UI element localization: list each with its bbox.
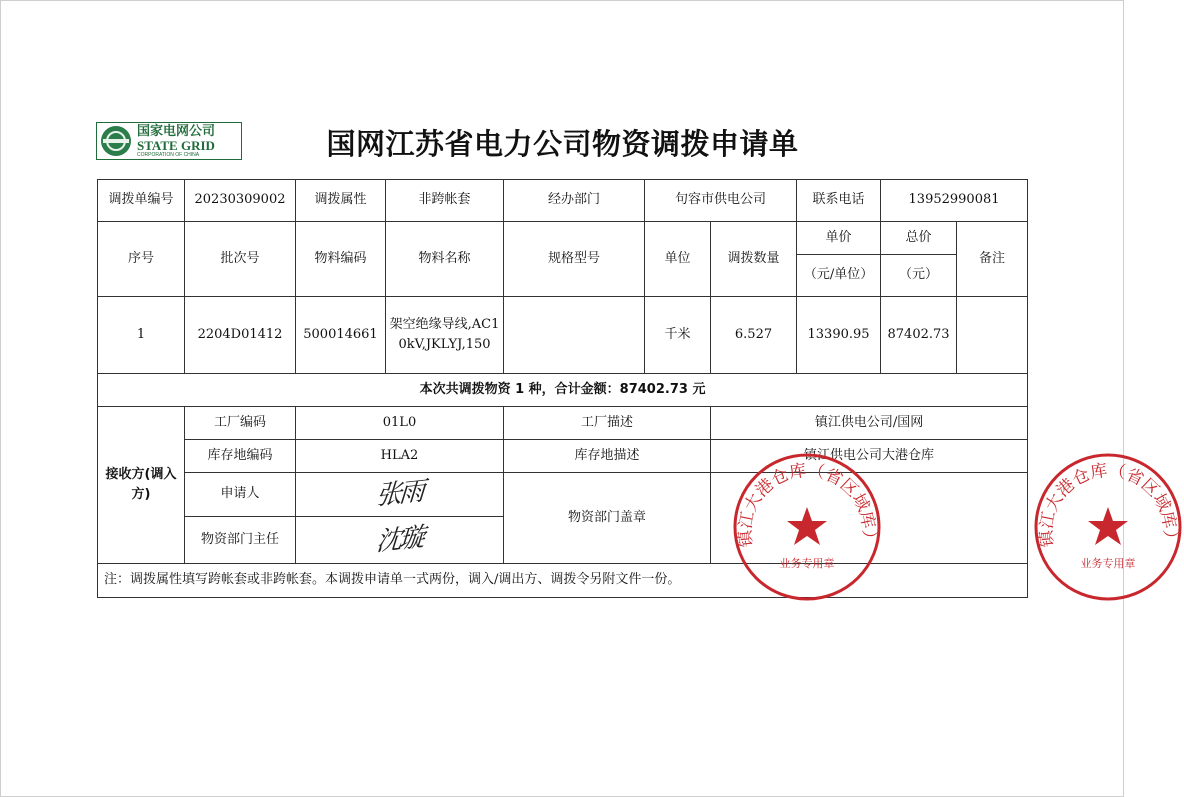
- location-row: [98, 440, 1028, 473]
- applicant-signature: 张雨: [375, 476, 424, 512]
- note-text: 注：调拨属性填写跨帐套或非跨帐套。本调拨申请单一式两份，调入/调出方、调拨令另附文件一份。: [98, 564, 1028, 598]
- transfer-attr-value: 非跨帐套: [386, 180, 504, 222]
- seal-bottom-text: 业务专用章: [779, 557, 835, 570]
- row-batch: 2204D01412: [185, 297, 296, 374]
- dept-label: 经办部门: [504, 180, 645, 222]
- seal-bottom-text-copy: 业务专用章: [1080, 557, 1136, 570]
- director-signature: 沈璇: [375, 522, 424, 558]
- col-total-unit: （元）: [881, 255, 957, 297]
- logo-en-sub-text: CORPORATION OF CHINA: [137, 151, 200, 158]
- loc-code-value: HLA2: [296, 440, 504, 473]
- receiver-label: 接收方(调入方): [98, 407, 185, 564]
- note-row: [98, 564, 1028, 598]
- col-spec: 规格型号: [504, 222, 645, 297]
- seal-graphic: [731, 451, 883, 603]
- transfer-attr-label: 调拨属性: [296, 180, 386, 222]
- business-seal: [731, 451, 883, 603]
- business-seal-copy: [1032, 451, 1184, 603]
- tel-label: 联系电话: [797, 180, 881, 222]
- col-unit: 单位: [645, 222, 711, 297]
- summary-row: [98, 374, 1028, 407]
- col-price-unit: （元/单位）: [797, 255, 881, 297]
- col-price: 单价: [797, 222, 881, 255]
- seal-ring-text: 镇江大港仓库（省区域库）: [735, 460, 879, 549]
- col-total: 总价: [881, 222, 957, 255]
- summary-text: 本次共调拨物资 1 种，合计金额：87402.73 元: [98, 374, 1028, 407]
- logo-en-text: STATE GRID: [137, 137, 215, 153]
- state-grid-logo: [96, 122, 242, 160]
- loc-code-label: 库存地编码: [185, 440, 296, 473]
- director-signature-cell: [296, 517, 504, 564]
- row-unit: 千米: [645, 297, 711, 374]
- factory-row: [98, 407, 1028, 440]
- document-title: 国网江苏省电力公司物资调拨申请单: [326, 127, 799, 161]
- row-total: 87402.73: [881, 297, 957, 374]
- col-qty: 调拨数量: [711, 222, 797, 297]
- row-seq: 1: [98, 297, 185, 374]
- transfer-form-table: [97, 179, 1028, 598]
- row-price: 13390.95: [797, 297, 881, 374]
- star-icon: [1088, 507, 1128, 545]
- row-qty: 6.527: [711, 297, 797, 374]
- col-remark: 备注: [957, 222, 1028, 297]
- row-spec: [504, 297, 645, 374]
- table-row: [98, 297, 1028, 374]
- factory-code-value: 01L0: [296, 407, 504, 440]
- seal-graphic-copy: [1032, 451, 1184, 603]
- col-batch: 批次号: [185, 222, 296, 297]
- seal-ring-text-copy: 镇江大港仓库（省区域库）: [1036, 460, 1180, 549]
- header-info-row: [98, 180, 1028, 222]
- col-code: 物料编码: [296, 222, 386, 297]
- transfer-no-value: 20230309002: [185, 180, 296, 222]
- row-remark: [957, 297, 1028, 374]
- col-seq: 序号: [98, 222, 185, 297]
- director-label: 物资部门主任: [185, 517, 296, 564]
- logo-cn-text: 国家电网公司: [137, 123, 216, 139]
- col-name: 物料名称: [386, 222, 504, 297]
- stamp-label: 物资部门盖章: [504, 473, 711, 564]
- factory-desc-label: 工厂描述: [504, 407, 711, 440]
- loc-desc-value: 镇江供电公司大港仓库: [711, 440, 1028, 473]
- column-header-row: [98, 222, 1028, 255]
- applicant-signature-cell: [296, 473, 504, 517]
- dept-value: 句容市供电公司: [645, 180, 797, 222]
- transfer-no-label: 调拨单编号: [98, 180, 185, 222]
- row-code: 500014661: [296, 297, 386, 374]
- applicant-label: 申请人: [185, 473, 296, 517]
- row-name: 架空绝缘导线,AC10kV,JKLYJ,150: [386, 297, 504, 374]
- star-icon: [787, 507, 827, 545]
- factory-code-label: 工厂编码: [185, 407, 296, 440]
- applicant-row: [98, 473, 1028, 517]
- factory-desc-value: 镇江供电公司/国网: [711, 407, 1028, 440]
- loc-desc-label: 库存地描述: [504, 440, 711, 473]
- globe-icon: [101, 126, 131, 156]
- tel-value: 13952990081: [881, 180, 1028, 222]
